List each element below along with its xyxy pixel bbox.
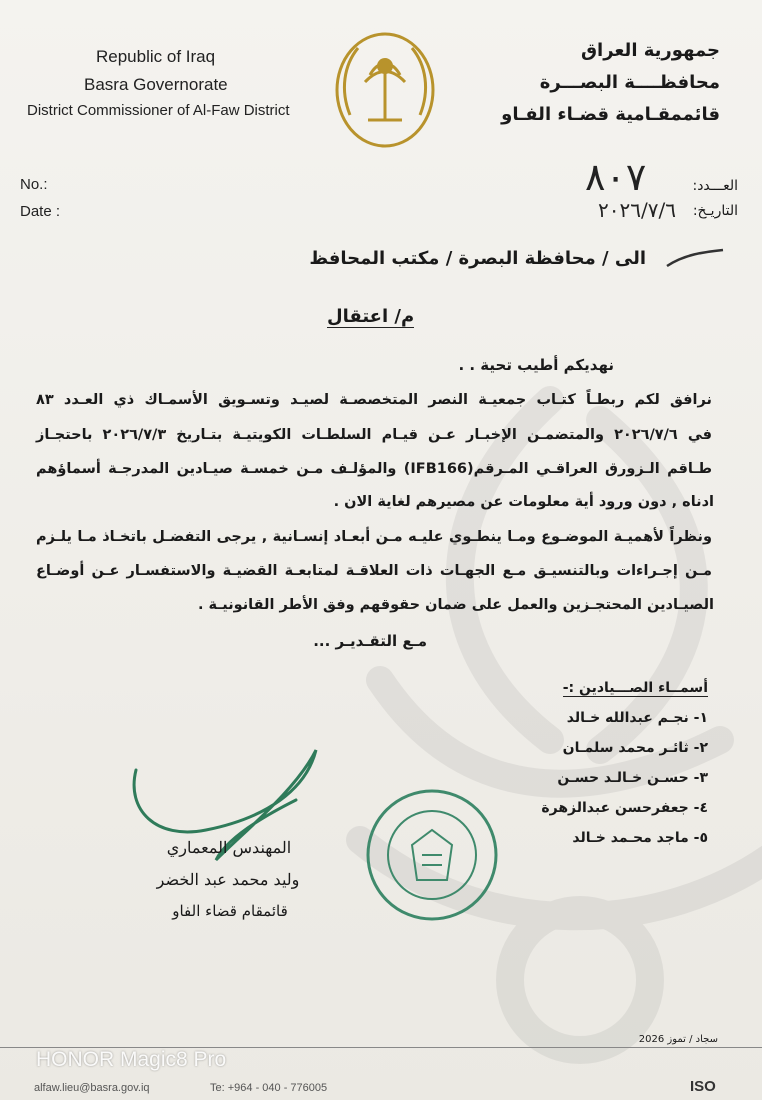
fisherman-name-4: ٤- جعفرحسن عبدالزهرة: [541, 800, 708, 816]
header-ar-line-2: محافظــــة البصـــرة: [539, 72, 720, 93]
signature-line-3: قائمقام قضاء الفاو: [172, 902, 288, 920]
subject: م/ اعتقال: [327, 306, 415, 327]
number-label-en: No.:: [20, 176, 48, 193]
watermark-emblem: [300, 380, 762, 1080]
fisherman-name-5: ٥- ماجد محـمد خـالد: [572, 830, 708, 846]
header-ar-line-1: جمهورية العراق: [580, 40, 720, 61]
date-value: ٢٠٢٦/٧/٦: [598, 198, 676, 222]
footer-email: alfaw.lieu@basra.gov.iq: [34, 1082, 150, 1094]
footer-phone: Te: +964 - 040 - 776005: [210, 1082, 328, 1094]
body2-line-1: ونظراً لأهميـة الموضـوع ومـا ينطـوي عليـه مـن أبعـاد إنسـانية , يرجى التفضـل باتخـاذ مـا يلـزم: [36, 529, 712, 545]
pen-stroke-icon: [665, 248, 725, 270]
iso-logo: ISO: [690, 1078, 716, 1095]
signature-line-2: وليد محمد عبد الخضر: [156, 870, 300, 889]
header-ar-line-3: قائممقـامية قضـاء الفـاو: [501, 104, 720, 125]
header-en-line-3: District Commissioner of Al-Faw District: [27, 102, 290, 119]
governorate-logo-icon: [330, 20, 440, 150]
official-stamp-icon: [362, 785, 502, 925]
addressee: الى / محافظة البصرة / مكتب المحافظ: [309, 248, 646, 269]
fisherman-name-1: ١- نجـم عبدالله خـالد: [566, 710, 708, 726]
signature-line-1: المهندس المعماري: [166, 838, 292, 857]
body2-line-2: مـن إجـراءات وبالتنسيـق مـع الجهـات ذات العلاقـة لمتابعـة القضيـة والاستفسـار عـن أوضـاع: [36, 563, 712, 579]
date-label-en: Date :: [20, 203, 61, 220]
body2-line-3: الصيـادين المحتجـزين والعمل على ضمان حقوقهم وفق الأطر القانونيـة .: [197, 597, 714, 613]
body-line-4: ادناه , دون ورود أية معلومات عن مصيرهم لغاية الان .: [333, 494, 714, 510]
body-line-2: في ٢٠٢٦/٧/٦ والمتضمـن الإخبـار عـن قيـام السلطـات الكويتيـة بتـاريخ ٢٠٢٦/٧/٣ باحتجـاز: [36, 427, 712, 443]
fishermen-title: أسمــاء الصـــيادين :-: [562, 680, 708, 696]
number-label-ar: العـــدد:: [692, 178, 738, 194]
body-line-1: نرافق لكم ربطـاً كتـاب جمعيـة النصر المتخصصـة لصيـد وتسـويق الأسمـاك ذي العـدد ٨٣: [36, 392, 712, 408]
header-en-line-2: Basra Governorate: [84, 75, 228, 94]
greeting: نهديكم أطيب تحية . .: [458, 356, 614, 374]
fisherman-name-2: ٢- ثائـر محمد سلمـان: [562, 740, 708, 756]
camera-watermark: HONOR Magic8 Pro: [36, 1048, 227, 1071]
signature-scribble: [96, 730, 336, 880]
number-value: ٨٠٧: [585, 155, 647, 199]
body-line-3: طـاقم الـزورق العراقـي المـرقم(IFB166) والمؤلـف مـن خمسـة صيـادين المدرجـة أسماؤهم: [36, 461, 712, 477]
closing: مـع التقـديـر ...: [313, 632, 427, 650]
footer-ref: سجاد / تموز 2026: [638, 1034, 718, 1045]
header-en-line-1: Republic of Iraq: [96, 47, 216, 66]
date-label-ar: التاريـخ:: [692, 203, 738, 219]
fisherman-name-3: ٣- حسـن خـالـد حسـن: [557, 770, 708, 786]
